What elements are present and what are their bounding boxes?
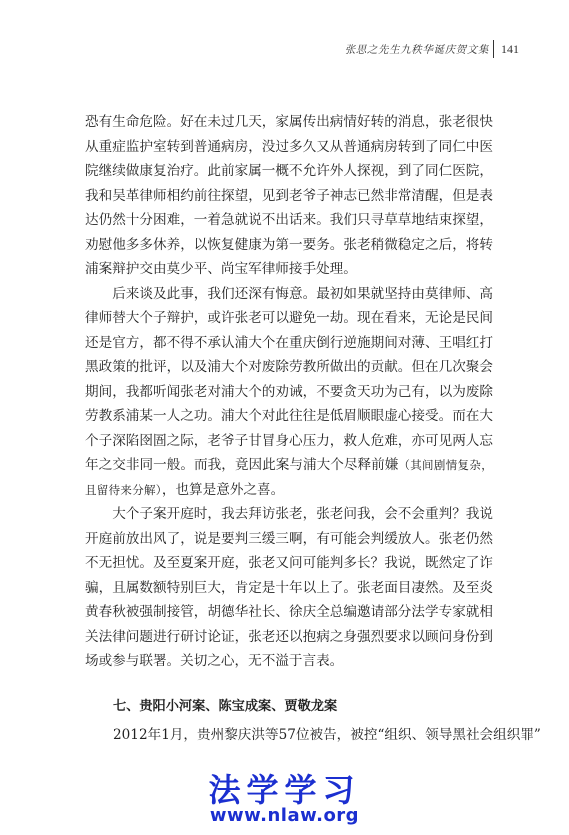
- running-header: [0, 40, 569, 62]
- paragraph-3: 大个子案开庭时，我去拜访张老，张老问我，会不会重判？我说开庭前放出风了，说是要判三缓三啊，有可能会判缓放人。张老仍然不无担忧。及至夏案开庭，张老又问可能判多长？我说，既然定了诈骗，且属数额特别巨大，肯定是十年以上了。张老面目凄然。及至炎黄春秋被强制接管，胡德华社长、徐庆全总编邀请部分法学专家就相关法律问题进行研讨论证，张老还以抱病之身强烈要求以顾问身份到场或参与联署。关切之心，无不溢于言表。: [85, 506, 493, 669]
- page-number: 141: [501, 42, 519, 56]
- header-divider: [493, 40, 494, 58]
- section-first-line: 2012年1月，贵州黎庆洪等57位被告，被控“组织、领导黑社会组织罪”: [113, 727, 541, 743]
- paragraph-2: [85, 282, 493, 503]
- paragraph-1: 恐有生命危险。好在未过几天，家属传出病情好转的消息，张老很快从重症监护室转到普通病房，没过多久又从普通病房转到了同仁中医院继续做康复治疗。此前家属一概不允许外人探视，到了同仁医院，我和吴革律师相约前往探望，见到老爷子神志已然非常清醒，但是表达仍然十分困难，一着急就说不出话来。我们只寻草草地结束探望，劝慰他多多休养，以恢复健康为第一要务。张老稍微稳定之后，将转浦案辩护交由莫少平、尚宝军律师接手处理。: [85, 114, 493, 277]
- watermark-logo-text: 法学学习: [208, 771, 361, 809]
- running-header-title: 张思之先生九秩华诞庆贺文集: [344, 44, 489, 56]
- paragraph-2-aside: （其间剧情复杂，且留待来分解）: [85, 458, 493, 497]
- body-text: [85, 110, 493, 674]
- paragraph-2-tail: ，也算是意外之喜。: [161, 481, 285, 498]
- section-heading: 七、贵阳小河案、陈宝成案、贾敬龙案: [113, 699, 338, 714]
- paragraph-2-text: 后来谈及此事，我们还深有悔意。最初如果就坚持由莫律师、高律师替大个子辩护，或许张老可以避免一劫。现在看来，无论是民间还是官方，都不得不承认浦大个在重庆倒行逆施期间对薄、王唱红打黑政策的批评，以及浦大个对废除劳教所做出的贡献。但在几次聚会期间，我都听闻张老对浦大个的劝诫，不要贪天功为己有，以为废除劳教系浦某一人之功。浦大个对此往往是低眉顺眼虚心接受。而在大个子深陷囹圄之际，老爷子甘冒身心压力，救人危难，亦可见两人忘年之交非同一般。而我，竟因此案与浦大个尽释前嫌: [85, 285, 493, 473]
- watermark-url[interactable]: www.nlaw.org: [209, 805, 360, 826]
